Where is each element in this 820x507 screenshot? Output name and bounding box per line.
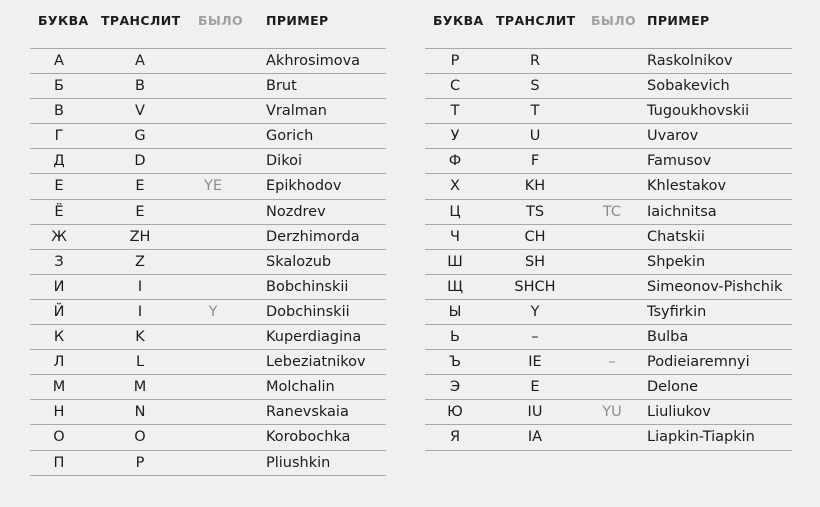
right-translit-table (425, 0, 792, 451)
former-value: – (608, 354, 616, 371)
example-name: Brut (266, 78, 297, 95)
example-name: Bulba (647, 329, 689, 346)
table-row (30, 400, 386, 425)
translit-value: ZH (129, 228, 151, 245)
example-name: Korobochka (266, 429, 351, 446)
table-row (30, 425, 386, 450)
translit-value: K (135, 329, 145, 346)
translit-value: I (137, 303, 143, 320)
cyrillic-letter: С (449, 78, 461, 95)
cyrillic-letter: Д (53, 153, 65, 170)
table-row (425, 375, 792, 400)
former-value: YE (203, 178, 223, 195)
cyrillic-letter: М (52, 379, 66, 396)
table-row (30, 350, 386, 375)
cyrillic-letter: Ц (449, 203, 461, 220)
table-row (30, 325, 386, 350)
example-name: Simeonov-Pishchik (647, 278, 783, 295)
example-name: Pliushkin (266, 454, 331, 471)
cyrillic-letter: Х (450, 178, 460, 195)
translit-value: R (529, 53, 541, 69)
translit-value: S (530, 78, 540, 95)
table-row (30, 49, 386, 74)
table-row (425, 49, 792, 74)
translit-value: N (134, 404, 146, 421)
cyrillic-letter: Р (450, 53, 460, 69)
cyrillic-letter: Ь (450, 329, 460, 346)
example-name: Akhrosimova (266, 53, 361, 69)
former-value: YU (602, 404, 622, 421)
table-row (425, 149, 792, 174)
cyrillic-letter: Э (449, 379, 461, 396)
cyrillic-letter: У (450, 128, 460, 145)
translit-value: F (530, 153, 540, 170)
cyrillic-letter: Л (53, 354, 65, 371)
cyrillic-letter: Я (449, 429, 461, 446)
table-body (425, 49, 792, 451)
example-name: Khlestakov (647, 178, 727, 195)
table-row (425, 300, 792, 325)
translit-value: – (531, 329, 539, 346)
former-value: TC (602, 203, 622, 220)
example-name: Kuperdiagina (266, 329, 362, 346)
translit-value: A (135, 53, 145, 69)
example-name: Famusov (647, 153, 712, 170)
example-name: Liuliukov (647, 404, 711, 421)
example-name: Skalozub (266, 253, 332, 270)
translit-value: M (133, 379, 147, 396)
table-row (30, 451, 386, 476)
example-name: Liapkin-Tiapkin (647, 429, 755, 446)
translit-value: KH (524, 178, 546, 195)
example-name: Gorich (266, 128, 314, 145)
example-name: Lebeziatnikov (266, 354, 366, 371)
example-name: Podieiaremnyi (647, 354, 750, 371)
translit-value: Y (530, 303, 540, 320)
cyrillic-letter: Ш (447, 253, 463, 270)
translit-value: V (135, 103, 145, 120)
translit-value: SH (524, 253, 546, 270)
table-row (425, 74, 792, 99)
table-row (30, 250, 386, 275)
cyrillic-letter: Й (53, 303, 65, 320)
table-row (30, 225, 386, 250)
table-row (30, 99, 386, 124)
translit-value: G (134, 128, 146, 145)
translit-value: IE (528, 354, 542, 371)
cyrillic-letter: В (54, 103, 64, 120)
translit-value: I (137, 278, 143, 295)
header-translit: ТРАНСЛИТ (101, 13, 181, 28)
table-row (425, 400, 792, 425)
cyrillic-letter: А (54, 53, 64, 69)
table-row (425, 225, 792, 250)
table-row (425, 275, 792, 300)
translit-value: T (530, 103, 540, 120)
cyrillic-letter: Б (54, 78, 64, 95)
translit-value: L (135, 354, 145, 371)
translit-value: Z (135, 253, 145, 270)
translit-value: IA (527, 429, 543, 446)
header-letter: БУКВА (433, 13, 484, 28)
example-name: Nozdrev (266, 203, 326, 220)
table-row (425, 350, 792, 375)
table-row (30, 124, 386, 149)
header-example: ПРИМЕР (647, 13, 710, 28)
cyrillic-letter: Н (53, 404, 65, 421)
cyrillic-letter: З (54, 253, 64, 270)
cyrillic-letter: Ё (54, 203, 64, 220)
translit-value: CH (524, 228, 546, 245)
example-name: Tsyfirkin (647, 303, 707, 320)
table-row (425, 325, 792, 350)
header-was: БЫЛО (591, 13, 637, 28)
table-row (30, 275, 386, 300)
cyrillic-letter: Т (450, 103, 460, 120)
example-name: Delone (647, 379, 699, 396)
header-was: БЫЛО (198, 13, 244, 28)
header-translit: ТРАНСЛИТ (496, 13, 576, 28)
translit-value: B (135, 78, 145, 95)
table-row (425, 250, 792, 275)
cyrillic-letter: Г (54, 128, 64, 145)
example-name: Shpekin (647, 253, 706, 270)
table-row (425, 425, 792, 450)
left-translit-table (30, 0, 386, 476)
cyrillic-letter: И (53, 278, 65, 295)
cyrillic-letter: Ф (448, 153, 462, 170)
example-name: Ranevskaia (266, 404, 349, 421)
translit-value: E (135, 203, 145, 220)
example-name: Sobakevich (647, 78, 730, 95)
cyrillic-letter: П (53, 454, 65, 471)
table-row (425, 99, 792, 124)
example-name: Uvarov (647, 128, 699, 145)
table-header (30, 0, 386, 49)
table-row (425, 174, 792, 199)
cyrillic-letter: Ы (448, 303, 462, 320)
example-name: Chatskii (647, 228, 705, 245)
header-example: ПРИМЕР (266, 13, 329, 28)
example-name: Vralman (266, 103, 327, 120)
table-body (30, 49, 386, 476)
example-name: Tugoukhovskii (647, 103, 750, 120)
header-letter: БУКВА (38, 13, 89, 28)
example-name: Bobchinskii (266, 278, 349, 295)
former-value: Y (208, 303, 218, 320)
translit-value: E (135, 178, 145, 195)
table-row (30, 300, 386, 325)
translit-value: IU (527, 404, 543, 421)
example-name: Raskolnikov (647, 53, 733, 69)
cyrillic-letter: О (53, 429, 65, 446)
table-row (425, 124, 792, 149)
table-row (30, 200, 386, 225)
cyrillic-letter: Ж (51, 228, 67, 245)
table-row (30, 375, 386, 400)
translit-value: O (134, 429, 146, 446)
table-row (425, 200, 792, 225)
translit-value: U (529, 128, 541, 145)
table-row (30, 74, 386, 99)
cyrillic-letter: Ч (450, 228, 460, 245)
translit-value: P (135, 454, 145, 471)
table-row (30, 149, 386, 174)
cyrillic-letter: Ю (447, 404, 463, 421)
cyrillic-letter: Щ (447, 278, 463, 295)
table-header (425, 0, 792, 49)
example-name: Iaichnitsa (647, 203, 717, 220)
cyrillic-letter: Ъ (448, 354, 462, 371)
translit-value: SHCH (514, 278, 556, 295)
cyrillic-letter: Е (54, 178, 64, 195)
cyrillic-letter: К (53, 329, 65, 346)
example-name: Epikhodov (266, 178, 342, 195)
example-name: Dobchinskii (266, 303, 350, 320)
example-name: Dikoi (266, 153, 302, 170)
translit-value: D (134, 153, 146, 170)
translit-value: E (530, 379, 540, 396)
translit-value: TS (525, 203, 545, 220)
example-name: Molchalin (266, 379, 335, 396)
example-name: Derzhimorda (266, 228, 360, 245)
table-row (30, 174, 386, 199)
